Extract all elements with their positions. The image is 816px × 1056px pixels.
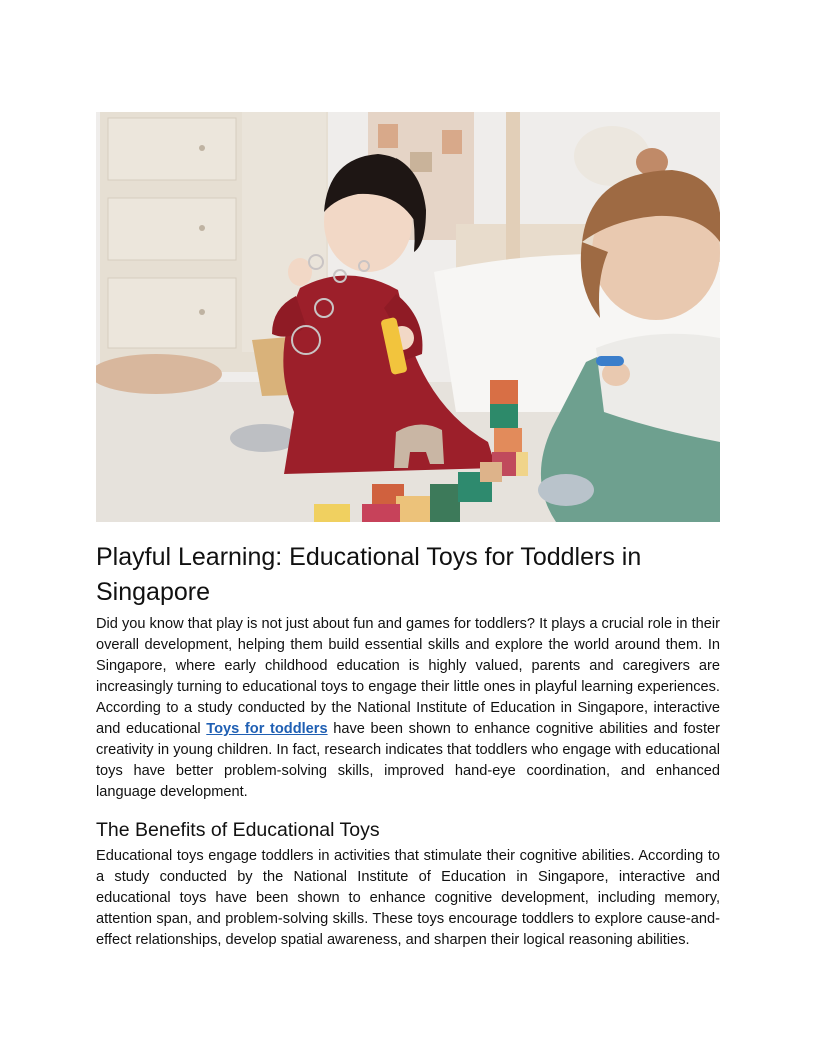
document-page bbox=[96, 112, 720, 951]
article-title: Playful Learning: Educational Toys for Toddlers in Singapore bbox=[96, 543, 642, 606]
intro-text-before-link: Did you know that play is not just about fun and games for toddlers? It plays a crucial role in their overall development, helping them build essential skills and explore the world around them. In Singapore, where early childhood education is highly valued, parents and caregivers are increasingly turning to educational toys to engage their little ones in playful learning experiences. According to a study conducted by the National Institute of Education in Singapore, interactive and educational bbox=[96, 616, 720, 737]
toys-for-toddlers-link[interactable]: Toys for toddlers bbox=[206, 721, 328, 737]
section-paragraph: Educational toys engage toddlers in activities that stimulate their cognitive abilities. According to a study conducted by the National Institute of Education in Singapore, interactive and educational toys have been shown to enhance cognitive development, including memory, attention span, and problem-solving skills. These toys encourage toddlers to explore cause-and-effect relationships, develop spatial awareness, and sharpen their logical reasoning abilities. bbox=[96, 848, 720, 948]
intro-paragraph bbox=[96, 614, 720, 803]
children-playing-illustration bbox=[96, 112, 720, 522]
intro-text-after-link: have been shown to enhance cognitive abilities and foster creativity in young children. In fact, research indicates that toddlers who engage with educational toys have better problem-solving skills, improved hand-eye coordination, and enhanced language development. bbox=[96, 721, 720, 800]
hero-photo bbox=[96, 112, 720, 522]
section-heading: The Benefits of Educational Toys bbox=[96, 819, 380, 841]
